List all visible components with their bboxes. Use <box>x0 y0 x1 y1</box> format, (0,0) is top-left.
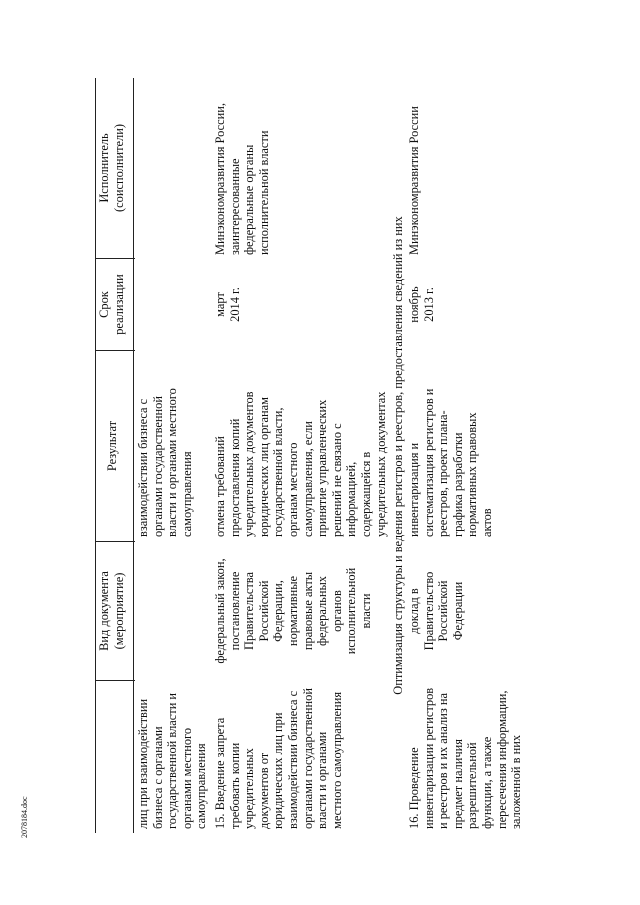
header-doc-type: Вид документа (мероприятие) <box>97 571 126 651</box>
header-result: Результат <box>105 420 119 472</box>
row-16-result: инвентаризация и систематизация регистров и реестров, проект плана- графика разработки нормативных правовых актов <box>407 388 494 537</box>
row-0-measure: лиц при взаимодействии бизнеса с органами государственной власти и органами местного самоуправления <box>136 692 209 829</box>
row-16-deadline: ноябрь 2013 г. <box>407 286 436 323</box>
row-15-measure: 15. Введение запрета требовать копии учредительных документов от юридических лиц при взаимодействии бизнеса с органами государственной власти и органами местного самоуправления <box>213 688 344 829</box>
row-16-executor: Минэкономразвития России <box>407 106 421 255</box>
measures-table <box>95 78 524 833</box>
col-divider-1 <box>95 680 135 681</box>
header-executor: Исполнитель (соисполнители) <box>97 124 126 212</box>
page-number <box>0 0 3 447</box>
row-16-doc-type: доклад в Правительство Российской Федерации <box>407 571 465 651</box>
file-name-footer: 2078184.doc <box>20 796 29 838</box>
row-15-doc-type: федеральный закон, постановление Правительства Российской Федерации, нормативные правовые акты федеральных органов исполнительной власти <box>213 558 373 664</box>
row-15-deadline: март 2014 г. <box>213 287 242 322</box>
table-top-border <box>95 78 96 833</box>
section-title: Оптимизация структуры и ведения регистров и реестров, предоставления сведений из них <box>391 216 405 695</box>
row-15-result: отмена требований предоставления копий учредительных документов юридических лиц органам государственной власти, органам местного самоуправления, если принятие управленческих решений не связано с информацией, содержащейся в учредительных документах <box>213 391 388 537</box>
row-15-executor: Минэкономразвития России, заинтересованные федеральные органы исполнительной власти <box>213 103 271 255</box>
header-deadline: Срок реализации <box>97 274 126 335</box>
row-0-result: взаимодействии бизнеса с органами государственной власти и органами местного самоуправления <box>136 388 194 537</box>
row-16-measure: 16. Проведение инвентаризации регистров и реестров и их анализ на предмет наличия разрешительной функции, а также пересечения информации, заложенной в них <box>407 687 524 829</box>
header-bottom-border <box>133 78 134 833</box>
